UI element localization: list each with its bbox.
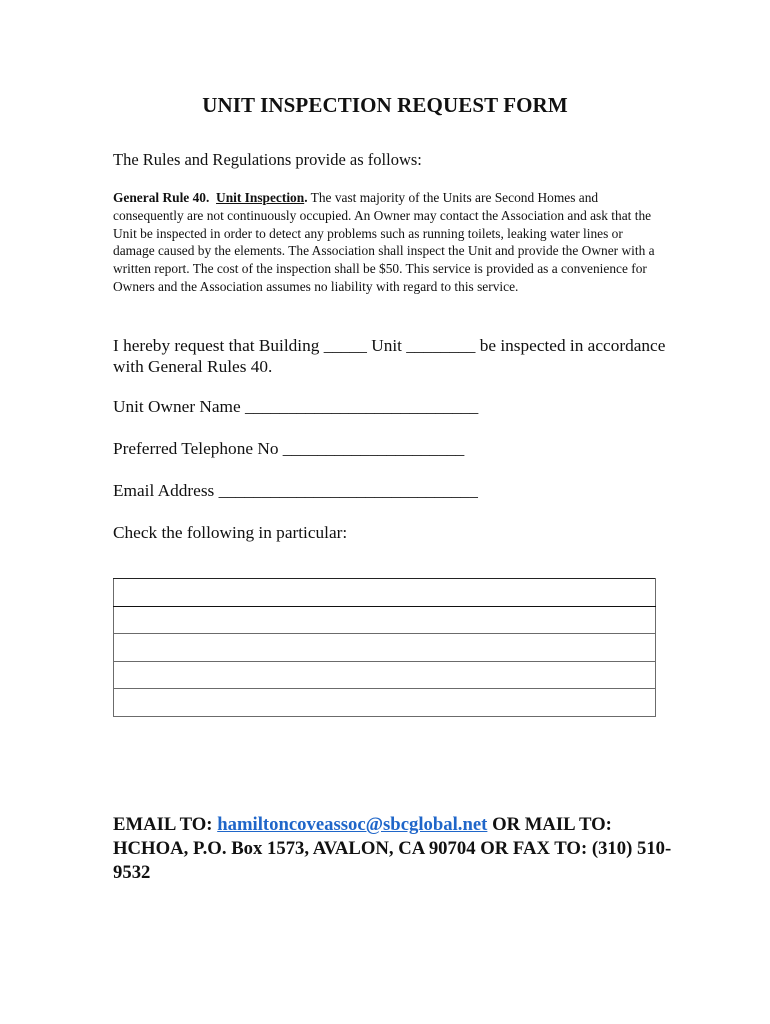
email-to-label: EMAIL TO: [113,814,218,835]
email-row [113,481,478,501]
telephone-label: Preferred Telephone No [113,439,283,458]
email-field[interactable]: ______________________________ [218,481,478,500]
page-title: UNIT INSPECTION REQUEST FORM [202,93,568,117]
email-link[interactable]: hamiltoncoveassoc@sbcglobal.net [217,814,488,835]
telephone-field[interactable]: _____________________ [282,439,465,458]
rule-number: General Rule 40. [113,190,210,205]
rule-title-period: . [304,190,308,205]
owner-name-row [113,397,478,417]
checklist-row [114,634,656,662]
rule-body: The vast majority of the Units are Second Homes and consequently are not continuously occupied. An Owner may contact the Association and ask that the Unit be inspected in order to detect any problems such as running toilets, leaking water lines or damage caused by the elements. The Association shall inspect the Unit and provide the Owner with a written report. The cost of the inspection shall be $50. This service is provided as a convenience for Owners and the Association assumes no liability with regard to this service. [113,190,655,294]
owner-name-field[interactable]: ___________________________ [244,397,479,416]
checklist-cell[interactable] [114,579,656,607]
request-text-2: Unit [366,336,407,355]
checklist-cell[interactable] [114,606,656,634]
rule-title: Unit Inspection [216,190,305,205]
checklist-table [113,578,656,717]
request-text-1: I hereby request that Building [113,336,324,355]
checklist-row [114,579,656,607]
checklist-cell[interactable] [114,689,656,717]
checklist-label: Check the following in particular: [113,523,348,542]
mail-fax-text: OR MAIL TO: HCHOA, P.O. Box 1573, AVALON, CA 90704 OR FAX TO: (310) 510-9532 [113,814,672,883]
owner-name-label: Unit Owner Name [113,397,245,416]
checklist-cell[interactable] [114,661,656,689]
unit-field[interactable]: ________ [406,336,476,355]
rule-paragraph [113,189,661,296]
building-field[interactable]: _____ [323,336,367,355]
checklist-row [114,661,656,689]
checklist-row [114,689,656,717]
checklist-cell[interactable] [114,634,656,662]
email-label: Email Address [113,481,219,500]
request-paragraph [113,335,673,377]
contact-info [113,813,673,885]
telephone-row [113,439,464,459]
checklist-row [114,606,656,634]
request-text-3: be inspected in accordance with General Rules 40. [113,336,666,376]
intro-text: The Rules and Regulations provide as follows: [113,150,422,169]
